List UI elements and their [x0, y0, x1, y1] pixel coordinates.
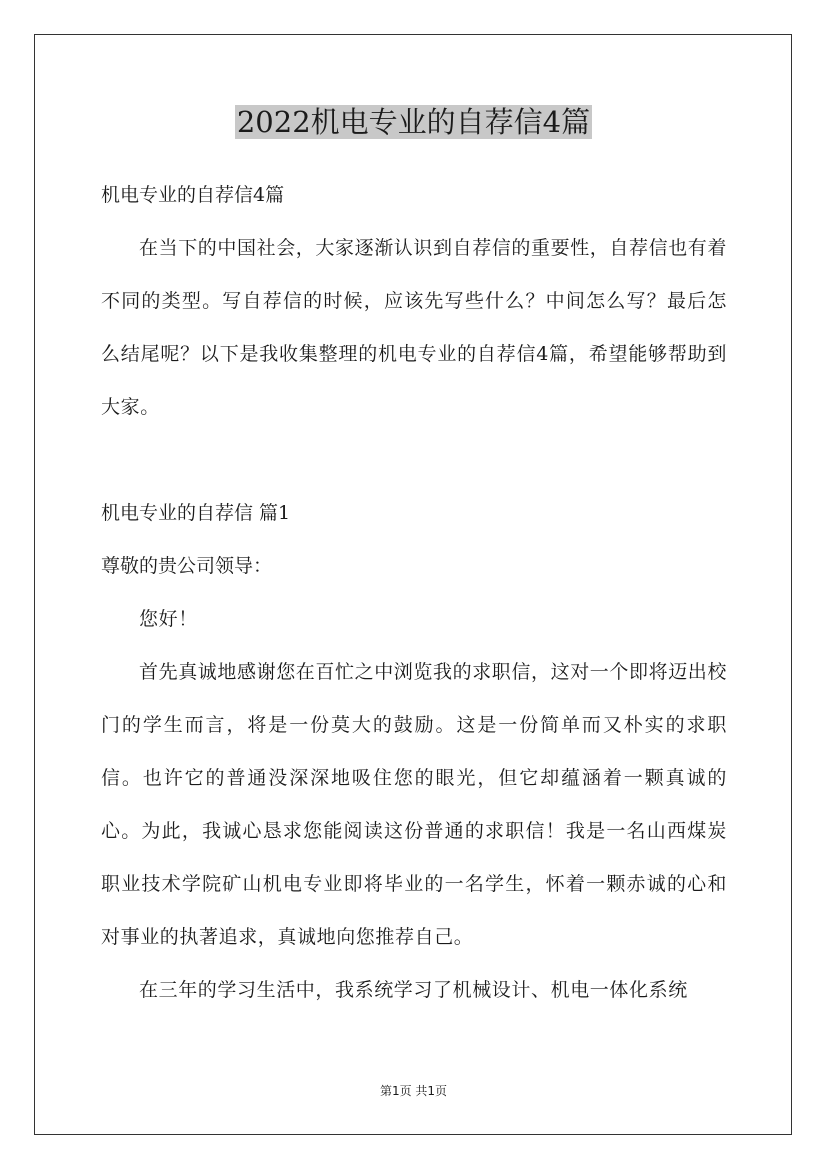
salutation: 尊敬的贵公司领导：: [101, 555, 273, 577]
page-number: 第1页 共1页: [379, 1084, 448, 1098]
document-title: 2022机电专业的自荐信4篇: [236, 105, 591, 139]
body-paragraph-2: 在三年的学习生活中，我系统学习了机械设计、机电一体化系统: [139, 979, 688, 1001]
section-heading: 机电专业的自荐信 篇1: [101, 502, 291, 524]
greeting: 您好！: [139, 608, 198, 630]
document-title-block: [0, 101, 827, 143]
intro-paragraph: 在当下的中国社会，大家逐渐认识到自荐信的重要性，自荐信也有着不同的类型。写自荐信的时候，应该先写些什么？中间怎么写？最后怎么结尾呢？以下是我收集整理的机电专业的自荐信4篇，希望能够帮助到大家。: [101, 237, 728, 418]
body-paragraph-1: 首先真诚地感谢您在百忙之中浏览我的求职信，这对一个即将迈出校门的学生而言，将是一份莫大的鼓励。这是一份简单而又朴实的求职信。也许它的普通没深深地吸住您的眼光，但它却蕴涵着一颗真诚的心。为此，我诚心恳求您能阅读这份普通的求职信！我是一名山西煤炭职业技术学院矿山机电专业即将毕业的一名学生，怀着一颗赤诚的心和对事业的执著追求，真诚地向您推荐自己。: [101, 661, 728, 948]
document-body: [101, 169, 727, 1017]
document-subtitle: 机电专业的自荐信4篇: [101, 184, 285, 206]
section-spacer: [101, 434, 727, 487]
page-footer: [0, 1083, 827, 1099]
